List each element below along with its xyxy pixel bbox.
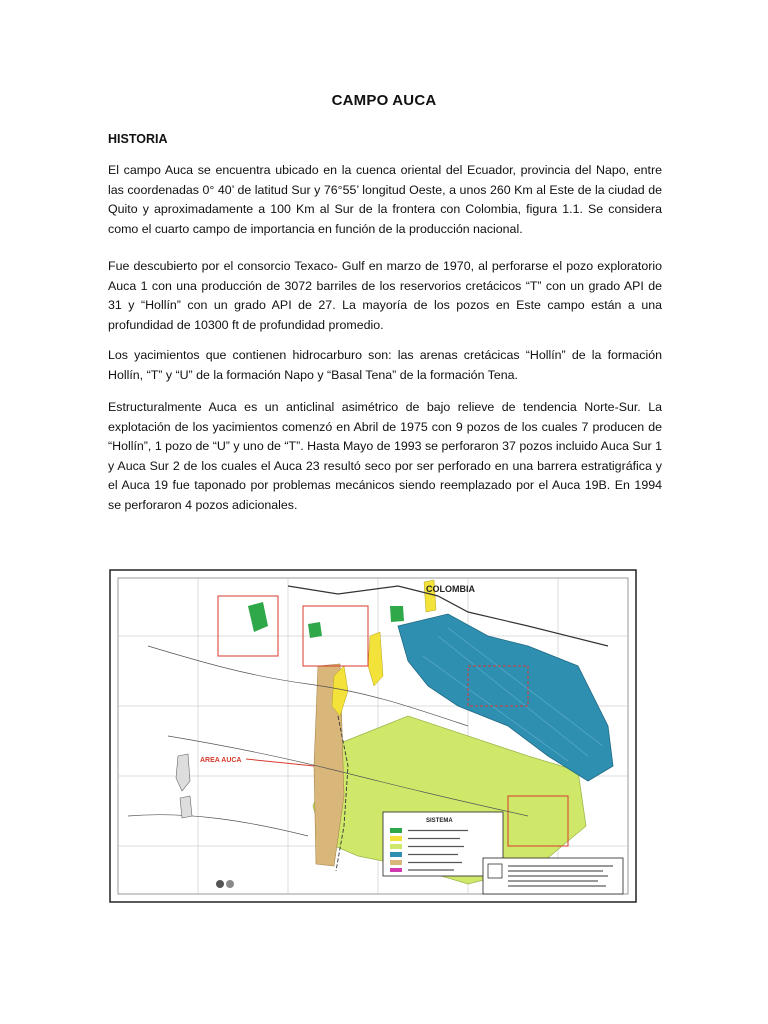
small-block — [180, 796, 192, 818]
green-block — [390, 606, 404, 622]
country-label: COLOMBIA — [426, 584, 475, 594]
paragraph: Los yacimientos que contienen hidrocarburo son: las arenas cretácicas “Hollín” de la formación Hollín, “T” y “U” de la formación Napo y “Basal Tena” de la formación Tena. — [108, 348, 662, 382]
legend-title: SISTEMA — [426, 818, 453, 824]
area-auca-label: AREA AUCA — [200, 757, 242, 764]
location-map — [108, 566, 640, 906]
logo-icon — [216, 880, 224, 888]
paragraph: El campo Auca se encuentra ubicado en la cuenca oriental del Ecuador, provincia del Napo, entre las coordenadas 0° 40’ de latitud Sur y 76°55’ longitud Oeste, a unos 260 Km al Este de la ciudad de Quito y aproximadamente a 100 Km al Sur de la frontera con Colombia, figura 1.1. Se considera como el cuarto campo de importancia en función de la producción nacional. — [108, 163, 662, 236]
paragraph: Estructuralmente Auca es un anticlinal asimétrico de bajo relieve de tendencia Norte-Sur. La explotación de los yacimientos comenzó en Abril de 1975 con 9 pozos de los cuales 7 producen de “Hollín”, 1 pozo de “U” y uno de “T”. Hasta Mayo de 1993 se perforaron 37 pozos incluido Auca Sur 1 y Auca Sur 2 de los cuales el Auca 23 resultó seco por ser perforado en una barrera estratigráfica y el Auca 19 fue taponado por problemas mecánicos siendo reemplazado por el Auca 19B. En 1994 se perforaron 4 pozos adicionales. — [108, 400, 662, 512]
map-title-block — [483, 858, 623, 894]
logo-icon — [226, 880, 234, 888]
paragraph: Fue descubierto por el consorcio Texaco- Gulf en marzo de 1970, al perforarse el pozo exploratorio Auca 1 con una producción de 3072 barriles de los reservorios cretácicos “T” con un grado API de 31 y “Hollín” con un grado API de 27. La mayoría de los pozos en Este campo están a una profundidad de 10300 ft de profundidad promedio. — [108, 259, 662, 332]
location-map-figure — [108, 566, 640, 906]
document-title: CAMPO AUCA — [331, 92, 437, 109]
green-block — [308, 622, 322, 638]
section-heading: HISTORIA — [108, 132, 168, 146]
